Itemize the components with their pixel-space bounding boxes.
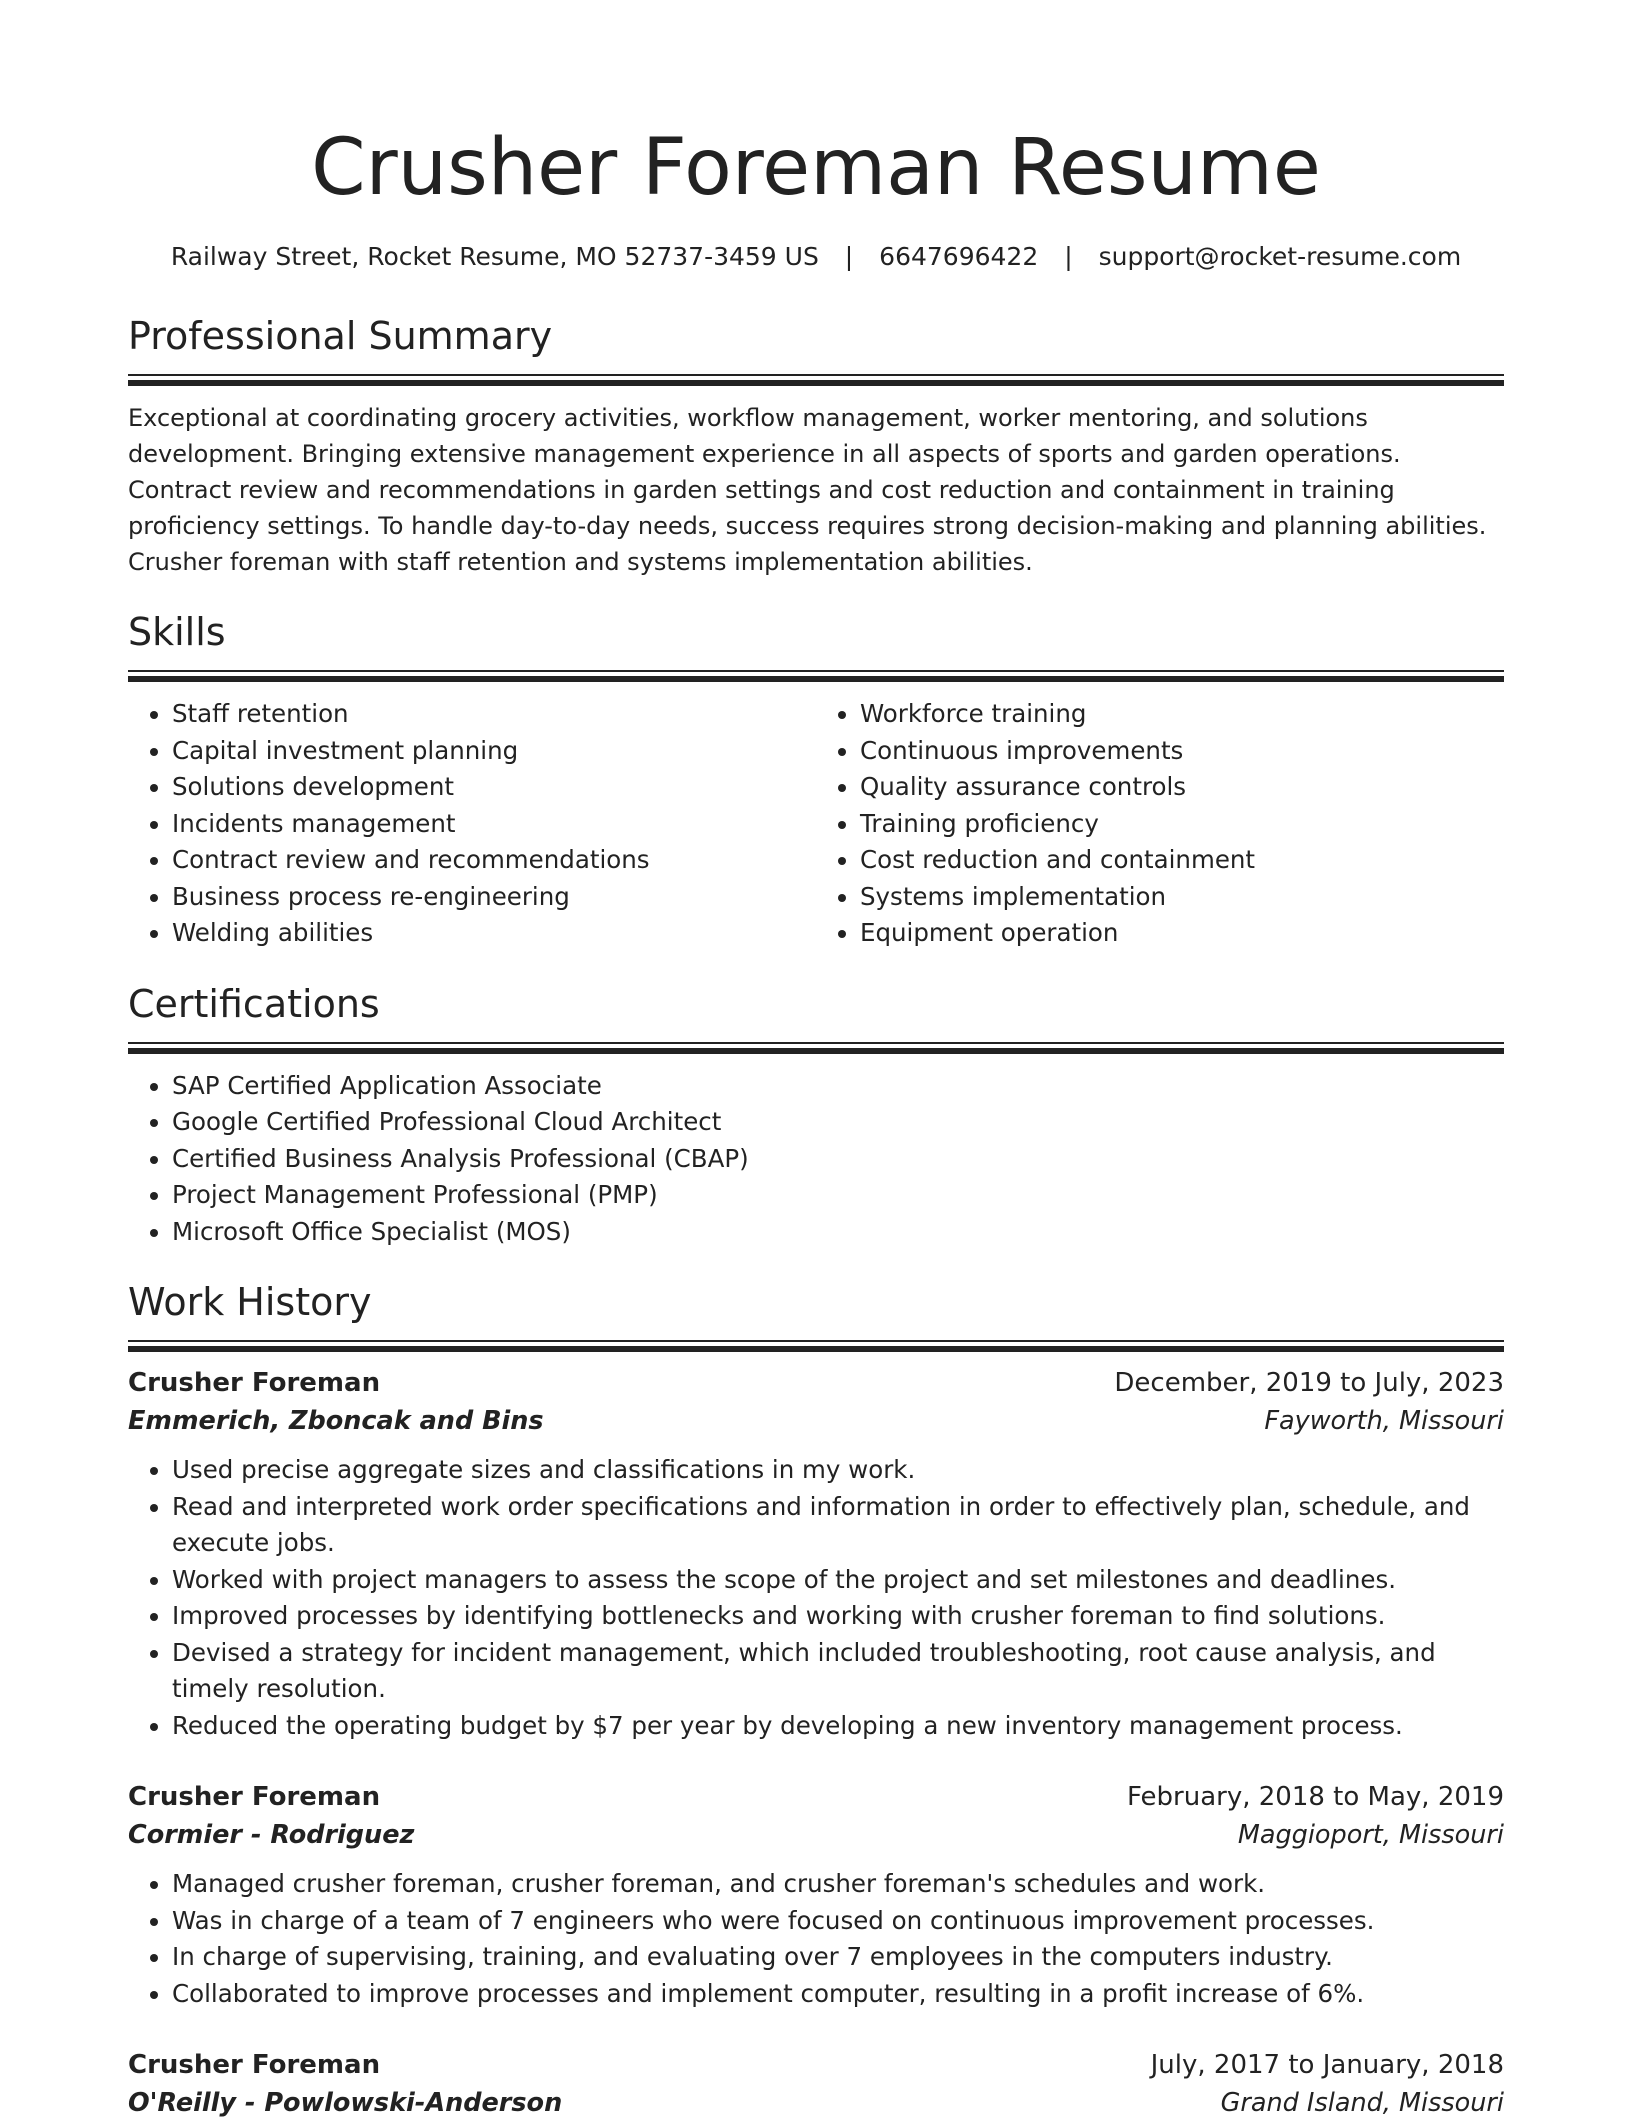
job-entry (128, 1364, 1504, 1744)
job-entry (128, 2046, 1504, 2122)
contact-email: support@rocket-resume.com (1098, 242, 1462, 271)
certification-item: • Certified Business Analysis Professional (CBAP) (172, 1141, 1504, 1178)
summary-section (128, 312, 1504, 580)
job-company: O'Reilly - Powlowski-Anderson (128, 2088, 563, 2118)
contact-address: Railway Street, Rocket Resume, MO 52737-3459 US (170, 242, 819, 271)
section-divider (128, 670, 1504, 682)
job-bullets (128, 1452, 1504, 1744)
page-title: Crusher Foreman Resume (311, 123, 1321, 213)
job-bullet: • Improved processes by identifying bottlenecks and working with crusher foreman to find solutions. (172, 1598, 1504, 1635)
skill-item: • Quality assurance controls (860, 769, 1504, 806)
job-bullets (128, 1866, 1504, 2012)
summary-heading: Professional Summary (128, 314, 553, 358)
contact-phone: 6647696422 (879, 242, 1039, 271)
job-company: Emmerich, Zboncak and Bins (128, 1406, 544, 1436)
job-location: Fayworth, Missouri (1264, 1406, 1504, 1436)
work-history-section (128, 1278, 1504, 2122)
job-bullet: • Used precise aggregate sizes and classifications in my work. (172, 1452, 1504, 1489)
job-bullet: • Reduced the operating budget by $7 per year by developing a new inventory management process. (172, 1708, 1504, 1745)
skill-item: • Equipment operation (860, 915, 1504, 952)
certifications-list (128, 1068, 1504, 1251)
job-dates: July, 2017 to January, 2018 (1150, 2050, 1504, 2080)
contact-separator: | (844, 242, 854, 271)
job-location: Grand Island, Missouri (1220, 2088, 1504, 2118)
job-header (128, 2046, 1504, 2084)
work-history-heading: Work History (128, 1280, 372, 1324)
skill-item: • Capital investment planning (172, 733, 816, 770)
skill-item: • Workforce training (860, 696, 1504, 733)
skills-heading: Skills (128, 610, 226, 654)
job-bullet: • Managed crusher foreman, crusher foreman, and crusher foreman's schedules and work. (172, 1866, 1504, 1903)
job-location: Maggioport, Missouri (1237, 1820, 1504, 1850)
skills-list-left (128, 696, 816, 952)
contact-separator: | (1064, 242, 1073, 271)
skill-item: • Business process re-engineering (172, 879, 816, 916)
job-bullet: • Collaborated to improve processes and implement computer, resulting in a profit increase of 6%. (172, 1976, 1504, 2013)
job-company: Cormier - Rodriguez (128, 1820, 415, 1850)
job-entry (128, 1778, 1504, 2012)
job-title: Crusher Foreman (128, 1368, 381, 1398)
job-bullet: • Worked with project managers to assess the scope of the project and set milestones and deadlines. (172, 1562, 1504, 1599)
skills-section (128, 608, 1504, 952)
contact-line (128, 240, 1504, 274)
certifications-section (128, 980, 1504, 1251)
job-header (128, 1778, 1504, 1816)
certification-item: • Project Management Professional (PMP) (172, 1177, 1504, 1214)
job-header (128, 1364, 1504, 1402)
skill-item: • Solutions development (172, 769, 816, 806)
job-dates: December, 2019 to July, 2023 (1114, 1368, 1504, 1398)
job-bullet: • Devised a strategy for incident management, which included troubleshooting, root cause analysis, and timely resolution. (172, 1635, 1504, 1708)
job-bullet: • Read and interpreted work order specifications and information in order to effectively plan, schedule, and execute jobs. (172, 1489, 1504, 1562)
certification-item: • Google Certified Professional Cloud Architect (172, 1104, 1504, 1141)
section-divider (128, 374, 1504, 386)
certification-item: • SAP Certified Application Associate (172, 1068, 1504, 1105)
job-bullet: • In charge of supervising, training, and evaluating over 7 employees in the computers industry. (172, 1939, 1504, 1976)
job-subheader (128, 1402, 1504, 1440)
job-subheader (128, 2084, 1504, 2122)
certification-item: • Microsoft Office Specialist (MOS) (172, 1214, 1504, 1251)
skills-list-right (816, 696, 1504, 952)
skill-item: • Systems implementation (860, 879, 1504, 916)
skills-grid (128, 696, 1504, 952)
job-title: Crusher Foreman (128, 2050, 381, 2080)
skill-item: • Welding abilities (172, 915, 816, 952)
skill-item: • Staff retention (172, 696, 816, 733)
job-dates: February, 2018 to May, 2019 (1127, 1782, 1504, 1812)
certifications-heading: Certifications (128, 981, 380, 1026)
skill-item: • Continuous improvements (860, 733, 1504, 770)
skill-item: • Incidents management (172, 806, 816, 843)
section-divider (128, 1340, 1504, 1352)
summary-text: Exceptional at coordinating grocery activities, workflow management, worker mentoring, and solutions development. Bringing extensive management experience in all aspects of sports and garden operations. Contract review and recommendations in garden settings and cost reduction and containment in training proficiency settings. To handle day-to-day needs, success requires strong decision-making and planning abilities. Crusher foreman with staff retention and systems implementation abilities. (128, 404, 1487, 576)
section-divider (128, 1042, 1504, 1054)
job-subheader (128, 1816, 1504, 1854)
job-title: Crusher Foreman (128, 1782, 381, 1812)
skill-item: • Cost reduction and containment (860, 842, 1504, 879)
skill-item: • Training proficiency (860, 806, 1504, 843)
job-bullet: • Was in charge of a team of 7 engineers who were focused on continuous improvement processes. (172, 1903, 1504, 1940)
skill-item: • Contract review and recommendations (172, 842, 816, 879)
